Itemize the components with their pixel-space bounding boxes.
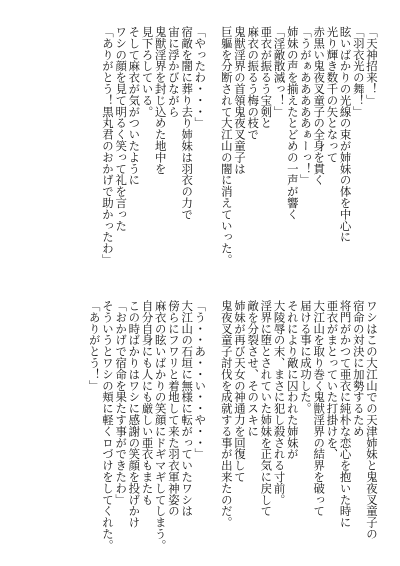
text-line: 淫界に堕とされていた姉妹を正気に戻して [259, 300, 274, 517]
text-line: それにより敵に囚われた姉妹が [285, 300, 300, 460]
text-line: 「おかげで宿命を果たす事ができたわ」 [114, 300, 129, 506]
text-line: 宿命の対決に加勢するため [351, 300, 366, 437]
text-line: 姉妹が再び天女の神通力を回復して [232, 300, 247, 483]
text-line: 亜衣がまとっていた打掛けを、 [325, 300, 340, 460]
text-line: 届ける事に成功した。 [298, 300, 313, 414]
blank-line [206, 300, 219, 544]
text-line: 姉妹の声を揃えたとどめの一声が響く [285, 26, 300, 220]
text-line: そういうとワシの頬に軽くロづけをしてくれた。 [100, 300, 115, 551]
blank-line [206, 26, 219, 270]
text-line: 宿敵を闇に葬り去り姉妹は羽衣の力で [180, 26, 195, 220]
text-line: 大江山の石垣に無様に転がっていたワシは [180, 300, 195, 517]
text-line: 「ありがとう！」 [87, 300, 102, 392]
text-line: ワシはこの大江山での天津姉妹と鬼夜叉童子の [365, 300, 379, 540]
text-line: 「淫敵散滅っ！」 [272, 26, 287, 118]
top-text-passage [101, 26, 378, 270]
text-line: 眩いばかりの光線の束が姉妹の体を中心に [338, 26, 353, 243]
text-line: 鬼獣淫界の首領鬼夜叉童子は [232, 26, 247, 175]
text-line: 鬼夜叉童子討伐を成就する事が出来たのだ。 [219, 300, 234, 528]
text-line: 傍らにフワリと着地して来た羽衣軍神姿の [166, 300, 181, 517]
text-line: ワシの顔を見て明るく笑って礼を言った [114, 26, 129, 232]
text-line: 「ありがとう！黒丸君のおかげで助かったわ」 [100, 26, 115, 266]
text-line: 将門がかつて亜衣に純朴な恋心を抱いた時に [338, 300, 353, 528]
text-line: 麻衣の眩いばかりの笑顔にドギマギしてしまう。 [153, 300, 168, 551]
text-line: 自分自身にも人にも厳しい亜衣もまたも [140, 300, 155, 506]
text-line: 巨軀を分断されて大江山の闇に消えていった。 [219, 26, 234, 266]
text-line: そして麻衣が気がついたように [127, 26, 142, 186]
text-line: 大陵辱の末、まさに犯し殺される寸前。 [272, 300, 287, 506]
text-line: 「天神招来！」 [365, 26, 379, 106]
text-line: この時ばかりはワシに感謝の笑顔を投げかけ [127, 300, 142, 528]
text-line: 見下ろしている。 [140, 26, 155, 118]
text-line: 赤黒い鬼夜叉童子の全身を貫く [312, 26, 327, 186]
text-line: 宙に浮かびながら [166, 26, 181, 118]
text-line: 「うがぁあああああぁーっ！」 [298, 26, 313, 186]
text-line: 麻衣の振るう梅の枝で [246, 26, 261, 140]
text-line: 光り輝き数千の矢となって [325, 26, 340, 163]
text-line: 「やったわ・・・」 [193, 26, 208, 129]
text-line: 亜衣が振るう宝剣と [259, 26, 274, 129]
text-line: 「う・・あ・・い・・や・・」 [193, 300, 208, 460]
text-line: 鬼獣淫界を封じ込めた地中を [153, 26, 168, 175]
text-line: 「羽衣光の舞！」 [351, 26, 366, 118]
bottom-text-passage [87, 300, 379, 551]
text-line: 大江山を取り巻く鬼獣淫界の結界を破って [312, 300, 327, 517]
text-line: 敵を分裂させ、そのスキに [246, 300, 261, 437]
